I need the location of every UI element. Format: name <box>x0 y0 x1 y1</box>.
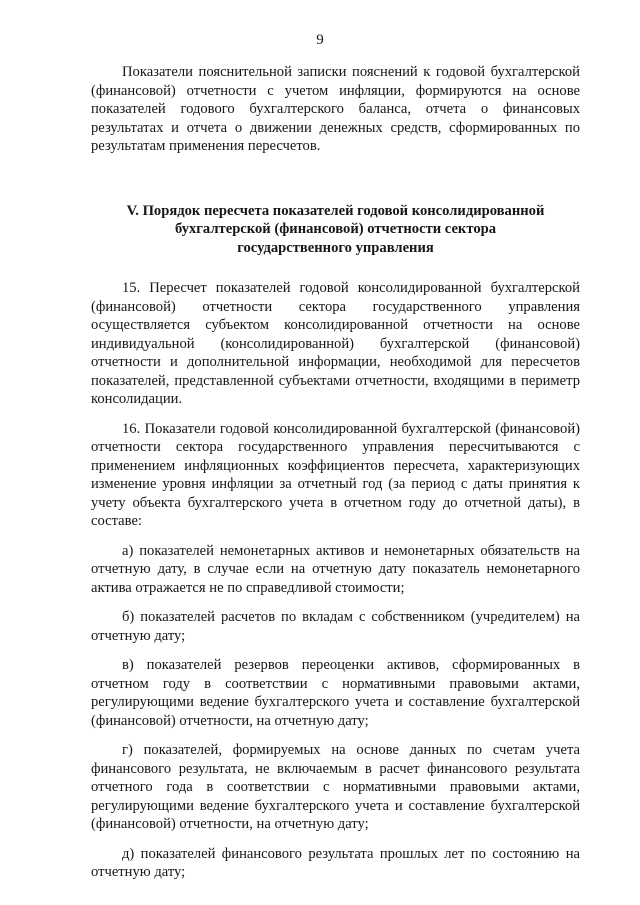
paragraph-15: 15. Пересчет показателей годовой консолидированной бухгалтерской (финансовой) отчетности сектора государственного управления осуществляется субъектом консолидированной отчетности на основе индивидуальной (консолидированной) бухгалтерской (финансовой) отчетности и дополнительной информации, необходимой для пересчетов показателей, представленной субъектами отчетности, входящими в периметр консолидации. <box>91 280 580 407</box>
list-item-a: а) показателей немонетарных активов и немонетарных обязательств на отчетную дату, в случае если на отчетную дату показатель немонетарного актива отражается не по справедливой стоимости; <box>91 542 580 596</box>
list-item-v: в) показателей резервов переоценки активов, сформированных в отчетном году в соответствии с нормативными правовыми актами, регулирующими ведение бухгалтерского учета и составление бухгалтерской (финансовой) отчетности, на отчетную дату; <box>91 657 580 729</box>
list-item-d: д) показателей финансового результата прошлых лет по состоянию на отчетную дату; <box>91 845 580 880</box>
paragraph-16: 16. Показатели годовой консолидированной бухгалтерской (финансовой) отчетности сектора государственного управления пересчитываются с применением инфляционных коэффициентов пересчета, характеризующих изменение уровня инфляции за отчетный год (за период с даты принятия к учету объекта бухгалтерского учета в отчетном году до отчетной даты), в составе: <box>91 420 580 529</box>
list-item-g: г) показателей, формируемых на основе данных по счетам учета финансового результата, не включаемым в расчет финансового результата отчетного года в соответствии с нормативными правовыми актами, регулирующими ведение бухгалтерского учета и составление бухгалтерской (финансовой) отчетности, на отчетную дату; <box>91 742 580 832</box>
page-number: 9 <box>316 32 324 48</box>
section-heading: V. Порядок пересчета показателей годовой консолидированной бухгалтерской (финансовой) отчетности сектора государственного управления <box>126 202 545 256</box>
list-item-b: б) показателей расчетов по вкладам с собственником (учредителем) на отчетную дату; <box>91 609 580 644</box>
document-body <box>91 63 580 882</box>
intro-paragraph: Показатели пояснительной записки пояснений к годовой бухгалтерской (финансовой) отчетности с учетом инфляции, формируются на основе показателей годового бухгалтерского баланса, отчета о финансовых результатах и отчета о движении денежных средств, сформированных по результатам применения пересчетов. <box>91 64 580 154</box>
